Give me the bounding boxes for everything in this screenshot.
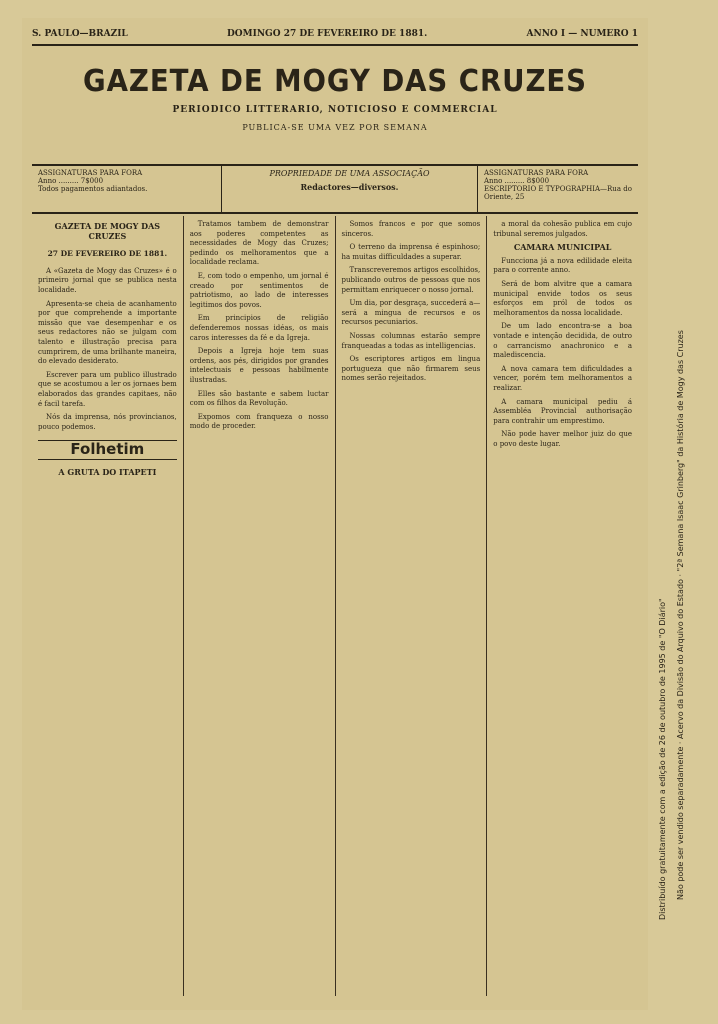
paragraph: Funcciona já a nova edilidade eleita para o corrente anno. [493, 256, 632, 275]
publication-frequency: PUBLICA-SE UMA VEZ POR SEMANA [242, 123, 428, 132]
paragraph: a moral da cohesão publica em cujo tribunal seremos julgados. [493, 220, 632, 238]
paragraph: Transcreveremos artigos escolhidos, publicando outros de pessoas que nos permittam enriquecer o nosso jornal. [341, 266, 481, 294]
issue-date: DOMINGO 27 DE FEVEREIRO DE 1881. [227, 29, 428, 39]
top-line [32, 24, 638, 46]
paragraph: Tratamos tambem de demonstrar aos poderes competentes as necessidades de Mogy das Cruzes; pedindo os melhoramentos que a localidade reclama. [189, 220, 329, 267]
sub-heading: ASSIGNATURAS PARA FORA [38, 169, 143, 177]
paragraph: A camara municipal pediu á Assembléa Provincial authorisação para contrahir um emprestimo. [493, 397, 632, 425]
subscriptions-outside [478, 166, 638, 212]
paragraph: Um dia, por desgraça, succederá a—será a mingua de recursos e os recursos pecuniarios. [341, 299, 481, 327]
side-note-line-2: Não pode ser vendido separadamente · Acervo da Divisão do Arquivo do Estado · "2ª Semana Isaac Grinberg" da História de Mogy das Cruzes [676, 330, 685, 900]
paragraph: Somos francos e por que somos sinceros. [341, 220, 481, 238]
newspaper-page [22, 18, 648, 1010]
column-heading: GAZETA DE MOGY DAS CRUZES [54, 221, 161, 241]
paragraph: Não pode haver melhor juiz do que o povo deste lugar. [493, 430, 632, 448]
newspaper-subtitle: PERIODICO LITTERARIO, NOTICIOSO E COMMERCIAL [172, 105, 498, 115]
paragraph: Elles são bastante e sabem luctar com os filhos da Revolução. [189, 389, 329, 408]
article-columns [32, 216, 638, 996]
paragraph: Nós da imprensa, nós provincianos, pouco podemos. [38, 413, 177, 431]
paragraph: Depois a Igreja hoje tem suas ordens, aos pés, dirigidos por grandes intelectuais e pessoas habilmente ilustradas. [189, 347, 329, 384]
subscriptions-local [32, 166, 222, 212]
column-2 [184, 216, 336, 996]
column-1 [32, 216, 184, 996]
sub-note: Todos pagamentos adiantados. [38, 185, 148, 193]
place: S. PAULO—BRAZIL [32, 29, 128, 39]
story-title: A GRUTA DO ITAPETI [58, 466, 157, 477]
side-note [652, 260, 692, 920]
paragraph: Expomos com franqueza o nosso modo de proceder. [189, 412, 329, 431]
paragraph: A nova camara tem dificuldades a vencer, porém tem melhoramentos a realizar. [493, 364, 632, 392]
editors-text: Redactores—diversos. [300, 182, 399, 192]
paragraph: Nossas columnas estarão sempre franqueadas a todas as intelligencias. [341, 331, 481, 350]
masthead [32, 50, 638, 132]
sub-price: Anno ......... 7$000 [38, 177, 104, 185]
side-note-line-1: Distribuído gratuitamente com a edição de 26 de outubro de 1995 de "O Diário" [658, 598, 667, 920]
camara-heading: CAMARA MUNICIPAL [513, 242, 612, 253]
paragraph: E, com todo o empenho, um jornal é creado por sentimentos de patriotismo, ao lado de interesses legitimos dos povos. [189, 271, 329, 309]
column-4 [487, 216, 638, 996]
paragraph: Escrever para um publico illustrado que se acostumou a ler os jornaes bem elaborados das grandes capitaes, não é facil tarefa. [38, 370, 177, 408]
paragraph: Será de bom alvitre que a camara municipal envide todos os seus esforços em pról de todos os melhoramentos da nossa localidade. [493, 279, 632, 317]
paragraph: Os escriptores artigos em lingua portugueza que não firmarem seus nomes serão rejeitados. [341, 355, 481, 383]
paragraph: Em principios de religião defenderemos nossas idéas, os mais caros interesses da fé e da Igreja. [189, 314, 329, 342]
ownership [222, 166, 478, 212]
newspaper-title: GAZETA DE MOGY DAS CRUZES [83, 64, 587, 99]
paragraph: De um lado encontra-se a boa vontade e intenção decidida, de outro o carrancismo anachronico e a malediscencia. [493, 322, 632, 360]
sub-heading-2: ASSIGNATURAS PARA FORA [484, 169, 589, 177]
sub-price-2: Anno ......... 8$000 [484, 177, 550, 185]
paragraph: Apresenta-se cheia de acanhamento por que comprehende a importante missão que vae desempenhar e os seus redactores não se julgam com talento e illustração precisa para cumprirem, de uma brilhante maneira, do elevado desiderato. [38, 299, 177, 366]
ownership-text: PROPRIEDADE DE UMA ASSOCIAÇÃO [269, 169, 430, 178]
paragraph: O terreno da imprensa é espinhoso; ha muitas difficuldades a superar. [341, 243, 481, 261]
office-address: ESCRIPTORIO E TYPOGRAPHIA—Rua do Oriente, 25 [484, 185, 632, 201]
issue-number: ANNO I — NUMERO 1 [526, 29, 638, 39]
article-date: 27 DE FEVEREIRO DE 1881. [47, 249, 168, 259]
paragraph: A «Gazeta de Mogy das Cruzes» é o primeiro jornal que se publica nesta localidade. [38, 266, 177, 294]
column-3 [336, 216, 488, 996]
info-bar [32, 164, 638, 214]
folhetim-heading: Folhetim [38, 440, 177, 460]
